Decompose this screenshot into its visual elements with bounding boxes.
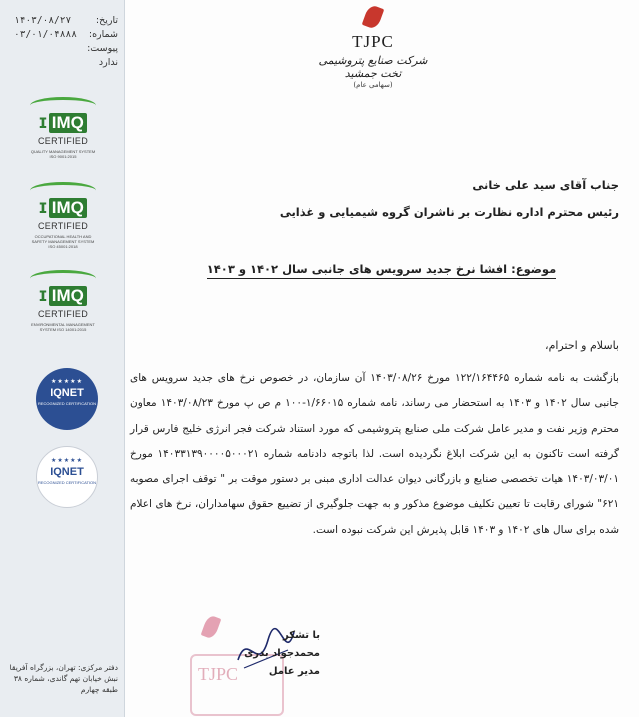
attachment-label: پیوست:: [87, 43, 118, 54]
subject-text: موضوع: افشا نرخ جدید سرویس های جانبی سال ۱۴۰۲ و ۱۴۰۳: [207, 262, 556, 279]
imq-mark-icon: ɪ: [39, 197, 47, 218]
signer-role: مدیر عامل: [268, 666, 320, 677]
letter-body: بازگشت به نامه شماره ۱۲۲/۱۶۴۴۶۵ مورخ ۱۴۰۳/۰۸/۲۶ آن سازمان، در خصوص نرخ های جدید سرویس های جانبی سال ۱۴۰۲ و ۱۴۰۳ به استحضار می رساند، نامه شماره ۱/۶۶۰۱۵-۱۰۰ م ص پ مورخ ۱۴۰۳/۰۸/۲۳ معاون محترم وزیر نفت و مدیر عامل شرکت ملی صنایع پتروشیمی که مورد استناد شرکت فجر انرژی خلیج فارس قرار گرفته است تاکنون به این شرکت ابلاغ نگردیده است. لذا باتوجه دادنامه شماره ۱۴۰۳۳۱۳۹۰۰۰۰۵۰۰۰۲۱ مورخ ۱۴۰۳/۰۳/۰۱ هیات تخصصی صنایع و بازرگانی دیوان عدالت اداری مبنی بر دستور موقت بر " توقف اجرای مصوبه ۶۲۱" شورای رقابت تا تعیین تکلیف موضوع مذکور و به جهت جلوگیری از تضییع حقوق سهامداران، نرخ های اعلام شده برای سال های ۱۴۰۲ و ۱۴۰۳ قابل پذیرش این شرکت نبوده است.: [130, 372, 620, 536]
iqnet-label: RECOGNIZED CERTIFICATION: [37, 401, 97, 406]
iqnet-name: IQNET: [50, 466, 84, 478]
number-label: شماره:: [88, 29, 118, 40]
flame-icon: [362, 4, 385, 30]
iqnet-name: IQNET: [50, 387, 84, 399]
iqnet-stars-icon: ★★★★★: [51, 378, 83, 385]
number-value: ۰۳/۰۱/۰۴۸۸۸: [14, 29, 77, 40]
imq-environment-badge: [28, 270, 98, 342]
iqnet-white-badge: [36, 446, 98, 508]
company-address: [6, 662, 118, 695]
imq-mark-icon: ɪ: [39, 285, 47, 306]
imq-standard: OCCUPATIONAL HEALTH AND SAFETY MANAGEMENT SYSTEM ISO 45001:2018: [31, 234, 95, 249]
greeting: باسلام و احترام،: [545, 339, 619, 352]
imq-name: IMQ: [49, 286, 87, 306]
company-name: شرکت صنایع پتروشیمی تخت جمشید: [318, 54, 428, 80]
imq-logo-icon: [28, 112, 98, 134]
stamp-flame-icon: [201, 614, 222, 639]
imq-certified-label: CERTIFIED: [37, 221, 89, 231]
signer-thanks: با تشکر: [283, 630, 320, 641]
imq-quality-badge: [28, 97, 98, 169]
recipient-title: رئیس محترم اداره نظارت بر ناشران گروه شیمیایی و غذایی: [279, 205, 619, 219]
imq-name: IMQ: [49, 113, 87, 133]
date-value: ۱۴۰۳/۰۸/۲۷: [14, 15, 72, 26]
signer-name: محمدجواد بدری: [244, 648, 320, 659]
subject-line: [0, 262, 639, 276]
number-row: [14, 28, 118, 42]
attachment-value-row: [14, 56, 118, 70]
address-line-2: نبش خیابان تهم گاندی، شماره ۳۸: [13, 674, 118, 683]
iqnet-label: RECOGNIZED CERTIFICATION: [37, 480, 97, 485]
imq-mark-icon: ɪ: [39, 112, 47, 133]
address-line-1: دفتر مرکزی: تهران، بزرگراه آفریقا: [9, 663, 118, 672]
address-line-3: طبقه چهارم: [80, 685, 118, 694]
imq-logo-icon: [28, 285, 98, 307]
letter-meta: [14, 14, 118, 70]
imq-certified-label: CERTIFIED: [37, 136, 89, 146]
sidebar: [0, 0, 125, 717]
imq-standard: QUALITY MANAGEMENT SYSTEM ISO 9001:2015: [30, 149, 96, 159]
stamp-brand: TJPC: [198, 664, 239, 684]
iqnet-stars-icon: ★★★★★: [51, 457, 83, 464]
company-type: (سهامی عام): [353, 81, 393, 89]
date-row: [14, 14, 118, 28]
date-label: تاریخ:: [95, 15, 118, 26]
company-logo: [318, 6, 428, 89]
brand-name: TJPC: [352, 32, 394, 51]
attachment-none: ندارد: [98, 57, 118, 68]
imq-standard: ENVIRONMENTAL MANAGEMENT SYSTEM ISO 14001:2015: [31, 322, 95, 332]
imq-certified-label: CERTIFIED: [37, 309, 89, 319]
imq-safety-badge: [28, 182, 98, 254]
iqnet-blue-badge: [36, 368, 98, 430]
imq-name: IMQ: [49, 198, 87, 218]
imq-logo-icon: [28, 197, 98, 219]
recipient: جناب آقای سید علی خانی: [472, 178, 619, 192]
attachment-row: [14, 42, 118, 56]
signature-area: [170, 610, 320, 717]
